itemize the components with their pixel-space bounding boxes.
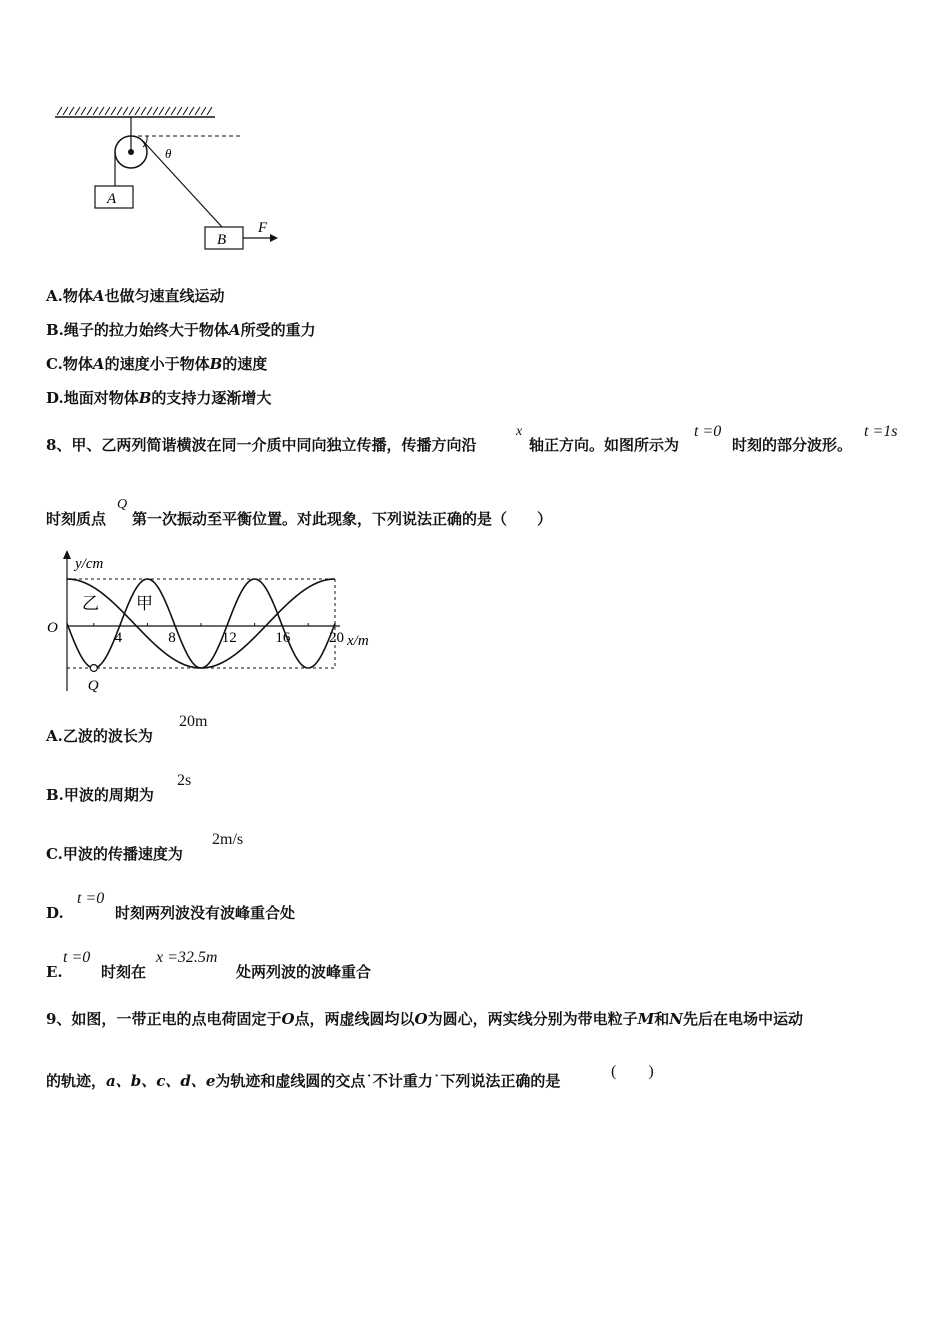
q9-stem-line2: 的轨迹，a、b、c、d、e为轨迹和虚线圆的交点˙不计重力˙下列说法正确的是 [46, 1072, 561, 1090]
block-b-label: B [217, 232, 227, 248]
origin-label: O [47, 620, 58, 636]
x-tick-label: 16 [275, 630, 291, 646]
force-f-label: F [258, 220, 268, 236]
q8-stem-line2-b: 第一次振动至平衡位置。对此现象，下列说法正确的是（ ） [132, 510, 553, 528]
q8-option-e-text2: 处两列波的波峰重合 [236, 963, 372, 981]
q8-option-a-value: 20m [179, 713, 208, 730]
q8-option-d-math: t =0 [77, 890, 105, 907]
q8-option-b: B.甲波的周期为 [46, 786, 154, 804]
q8-option-e-text: 时刻在 [101, 963, 147, 981]
series-label-jia: 甲 [136, 594, 153, 613]
q8-x-symbol: x [516, 424, 523, 439]
q9-answer-paren: ( ) [611, 1063, 654, 1080]
block-a-label: A [107, 191, 117, 207]
y-axis-label: y/cm [75, 556, 104, 572]
q8-stem-part1: 8、甲、乙两列简谐横波在同一介质中同向独立传播，传播方向沿 [46, 436, 477, 454]
q8-stem-part2: 轴正方向。如图所示为 [529, 436, 680, 454]
q8-option-d-letter: D. [46, 904, 64, 922]
q8-option-a: A.乙波的波长为 [46, 727, 153, 745]
x-tick-label: 20 [329, 630, 344, 646]
q9-stem-line1: 9、如图，一带正电的点电荷固定于O点，两虚线圆均以O为圆心，两实线分别为带电粒子M和N先后在电场中运动 [46, 1010, 803, 1028]
q8-stem-line2-a: 时刻质点 [46, 510, 107, 528]
x-tick-label: 8 [168, 630, 176, 646]
q8-option-d-text: 时刻两列波没有波峰重合处 [115, 904, 296, 922]
wave-chart [42, 548, 387, 698]
x-tick-label: 12 [221, 630, 237, 646]
q7-option-c: C.物体A的速度小于物体B的速度 [46, 355, 268, 373]
q-point [90, 665, 97, 672]
q8-stem-part3: 时刻的部分波形。 [732, 436, 853, 454]
q8-t1: t =1s [864, 423, 898, 440]
q7-option-b: B.绳子的拉力始终大于物体A所受的重力 [46, 321, 316, 339]
q8-option-c-value: 2m/s [212, 831, 244, 848]
q8-option-e-math: t =0 [63, 949, 91, 966]
q8-option-e-math2: x =32.5m [156, 949, 218, 966]
q7-option-a: A.物体A也做匀速直线运动 [46, 287, 225, 305]
q8-option-c: C.甲波的传播速度为 [46, 845, 183, 863]
x-tick-label: 4 [114, 630, 123, 646]
q8-option-e-letter: E. [46, 963, 63, 981]
x-axis-label: x/m [347, 633, 369, 649]
pulley-figure [50, 105, 290, 255]
q7-option-d: D.地面对物体B的支持力逐渐增大 [46, 389, 272, 407]
q8-q-symbol: Q [117, 497, 128, 512]
theta-label: θ [165, 146, 172, 161]
y-axis-arrow [63, 550, 71, 559]
q8-option-b-value: 2s [177, 772, 192, 789]
q-point-label: Q [87, 678, 99, 694]
q8-t0: t =0 [694, 423, 722, 440]
series-label-yi: 乙 [82, 594, 99, 613]
